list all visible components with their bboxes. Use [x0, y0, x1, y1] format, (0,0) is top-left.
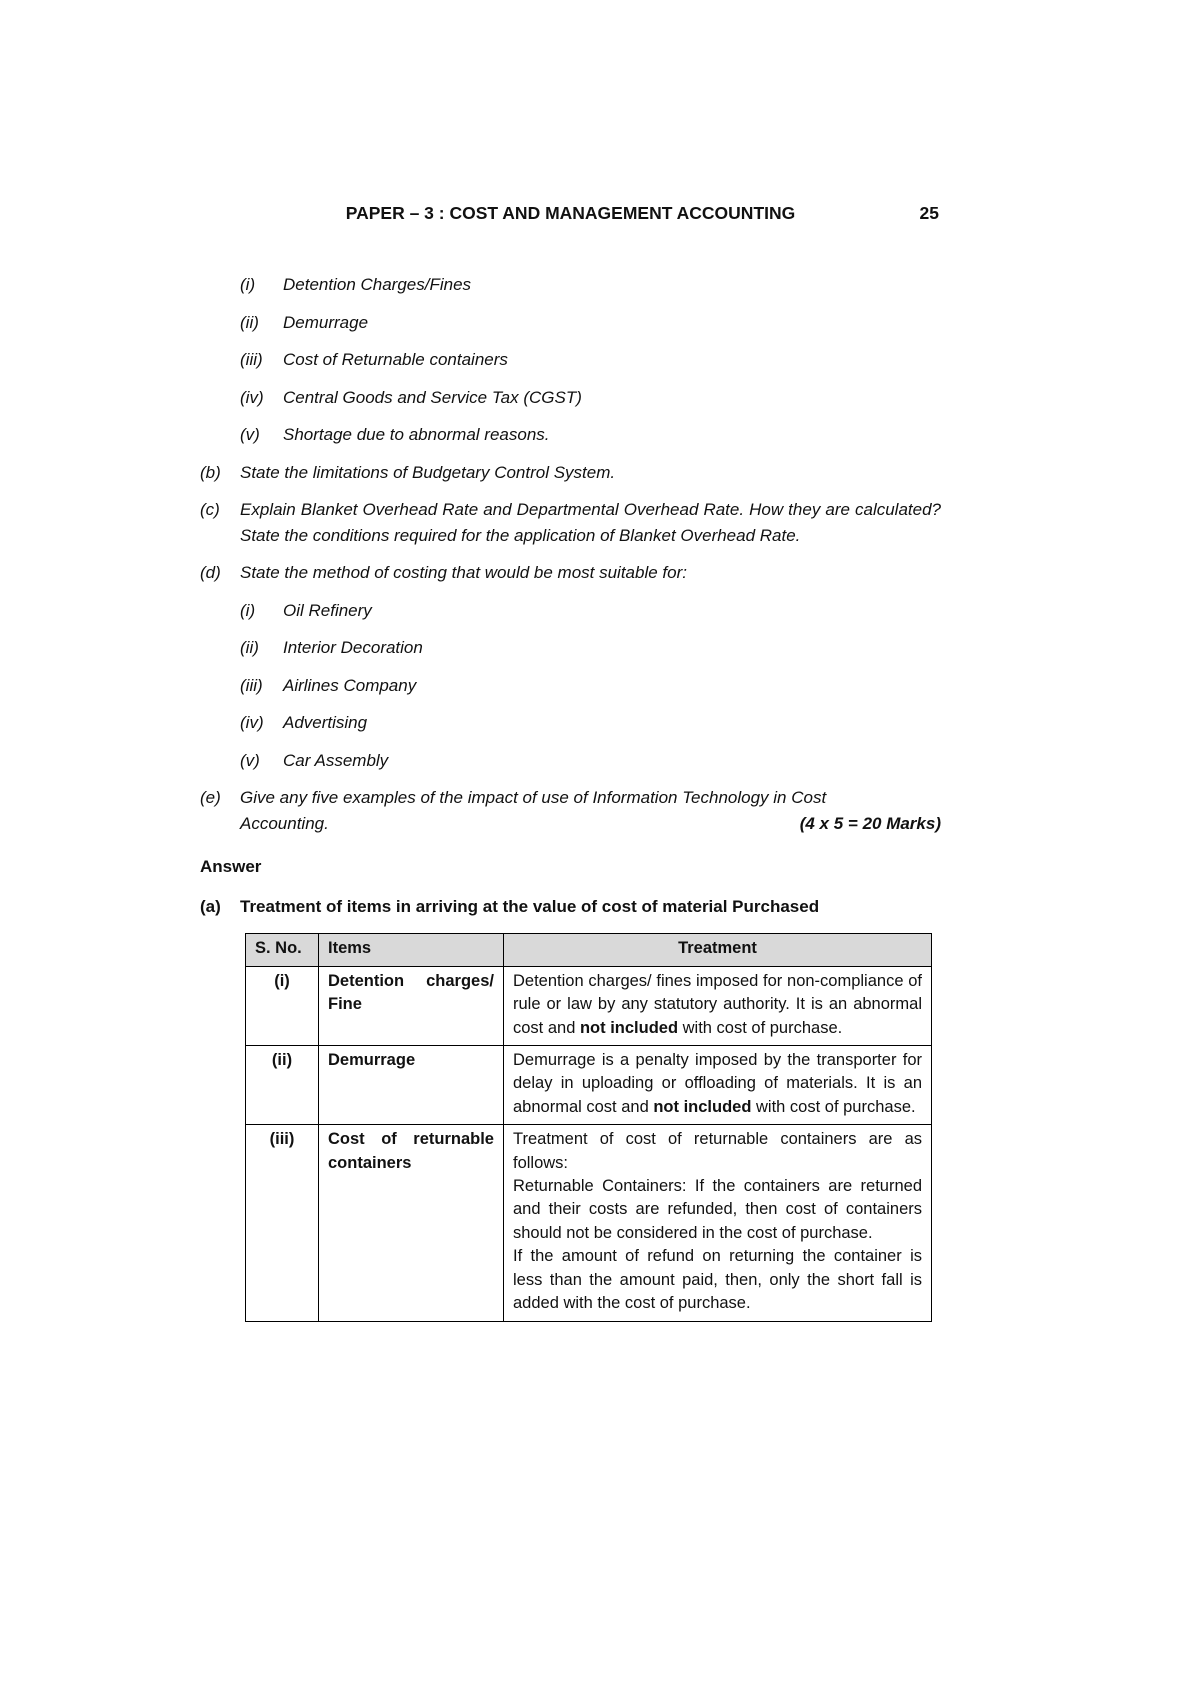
list-item-label: (iii) — [240, 675, 263, 695]
list-item — [240, 635, 941, 661]
question-text: State the method of costing that would be most suitable for: — [240, 563, 687, 583]
list-item-label: (iii) — [240, 350, 263, 370]
question-e-line2 — [240, 811, 941, 837]
list-item-label: (v) — [240, 425, 260, 445]
page-content — [200, 200, 941, 1322]
table-row — [246, 1125, 932, 1321]
list-item-text: Airlines Company — [283, 675, 417, 695]
list-item — [240, 385, 941, 411]
row-sno: (i) — [246, 966, 319, 1045]
treatment-paragraph: If the amount of refund on returning the container is less than the amount paid, then, only the short fall is added with the cost of purchase. — [513, 1247, 922, 1313]
document-header — [200, 200, 941, 226]
table-row — [246, 966, 932, 1045]
list-item-label: (i) — [240, 600, 256, 620]
treatment-text-pre: Demurrage is a penalty imposed by the transporter for delay in uploading or offloading of materials. It is an abnormal cost and — [513, 1050, 922, 1116]
list-item-text: Oil Refinery — [283, 600, 372, 620]
question-section — [200, 272, 941, 836]
treatment-text-post: with cost of purchase. — [751, 1097, 916, 1116]
answer-a-title: Treatment of items in arriving at the value of cost of material Purchased — [240, 896, 820, 916]
row-treatment — [504, 1045, 932, 1124]
list-item-text: Central Goods and Service Tax (CGST) — [283, 387, 582, 407]
question-label: (e) — [200, 788, 221, 808]
question-label: (c) — [200, 500, 220, 520]
treatment-text — [513, 970, 922, 1040]
question-a-sub-list — [200, 272, 941, 448]
list-item-label: (i) — [240, 275, 256, 295]
marks-note: (4 x 5 = 20 Marks) — [799, 813, 941, 833]
treatment-paragraph: Treatment of cost of returnable containers are as follows: — [513, 1130, 922, 1172]
treatment-text-post: with cost of purchase. — [678, 1018, 843, 1037]
list-item-label: (iv) — [240, 713, 264, 733]
header-cell-sno: S. No. — [246, 934, 319, 966]
row-item: Detention charges/ Fine — [319, 966, 504, 1045]
list-item — [240, 598, 941, 624]
list-item-text: Cost of Returnable containers — [283, 350, 508, 370]
question-text — [240, 785, 941, 836]
list-item — [240, 272, 941, 298]
list-item-label: (iv) — [240, 387, 264, 407]
header-cell-treatment: Treatment — [504, 934, 932, 966]
answer-a-label: (a) — [200, 896, 221, 916]
table-row — [246, 1045, 932, 1124]
page-number: 25 — [919, 203, 939, 223]
treatment-text — [513, 1049, 922, 1119]
question-d-sub-list — [200, 598, 941, 774]
question-e-continuation: Accounting. — [240, 813, 329, 833]
question-label: (d) — [200, 563, 221, 583]
row-item: Cost of returnable containers — [319, 1125, 504, 1321]
list-item — [240, 748, 941, 774]
list-item — [240, 310, 941, 336]
question-text: Explain Blanket Overhead Rate and Departmental Overhead Rate. How they are calculated? State the conditions required for the application of Blanket Overhead Rate. — [240, 500, 941, 545]
list-item-text: Demurrage — [283, 312, 369, 332]
row-item: Demurrage — [319, 1045, 504, 1124]
row-sno: (iii) — [246, 1125, 319, 1321]
question-c — [200, 497, 941, 548]
treatment-table — [245, 933, 932, 1321]
question-e-line1: Give any five examples of the impact of use of Information Technology in Cost — [240, 788, 827, 808]
question-e — [200, 785, 941, 836]
question-d — [200, 560, 941, 586]
treatment-text-bold: not included — [653, 1097, 752, 1116]
treatment-paragraph: Returnable Containers: If the containers are returned and their costs are refunded, then cost of containers should not be considered in the cost of purchase. — [513, 1177, 922, 1242]
list-item-text: Shortage due to abnormal reasons. — [283, 425, 550, 445]
page-title: PAPER – 3 : COST AND MANAGEMENT ACCOUNTING — [345, 203, 796, 223]
row-treatment — [504, 1125, 932, 1321]
list-item-text: Detention Charges/Fines — [283, 275, 472, 295]
list-item — [240, 673, 941, 699]
row-treatment — [504, 966, 932, 1045]
header-cell-items: Items — [319, 934, 504, 966]
answer-a-heading — [200, 894, 941, 920]
row-sno: (ii) — [246, 1045, 319, 1124]
list-item — [240, 347, 941, 373]
question-b — [200, 460, 941, 486]
table-header-row — [246, 934, 932, 966]
list-item-label: (v) — [240, 750, 260, 770]
list-item-label: (ii) — [240, 638, 259, 658]
treatment-text-pre: Detention charges/ fines imposed for non-compliance of rule or law by any statutory authority. It is an abnormal cost and — [513, 971, 922, 1037]
list-item-text: Interior Decoration — [283, 638, 423, 658]
list-item-text: Car Assembly — [283, 750, 389, 770]
list-item-label: (ii) — [240, 312, 259, 332]
answer-heading: Answer — [200, 857, 262, 877]
list-item-text: Advertising — [283, 713, 368, 733]
question-text: State the limitations of Budgetary Control System. — [240, 462, 616, 482]
treatment-text-bold: not included — [579, 1018, 679, 1037]
list-item — [240, 710, 941, 736]
list-item — [240, 422, 941, 448]
question-label: (b) — [200, 462, 221, 482]
